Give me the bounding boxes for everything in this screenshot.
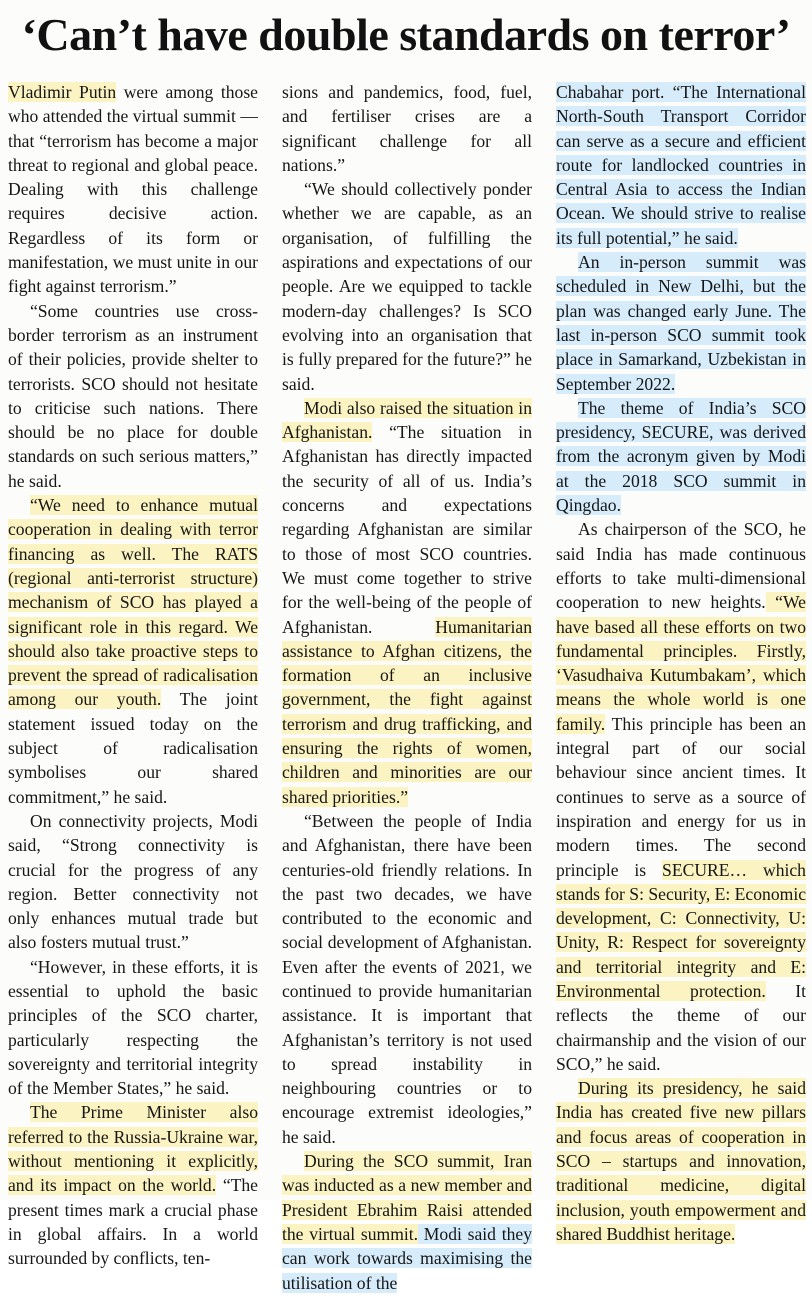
paragraph [556,396,806,517]
paragraph [282,1149,532,1295]
paragraph: “Some countries use cross-border terrorism as an instrument of their policies, provide shelter to terrorists. SCO should not hesitate to criticise such nations. There should be no place for double standards on such serious matters,” he said. [8,300,258,491]
highlighted-text: SECURE… which stands for S: Security, E: Economic development, C: Connectivity, U: Unity, R: Respect for sovereignty and territorial integrity and E: Environmental protection. [556,859,807,1001]
paragraph [556,517,806,1076]
paragraph: “However, in these efforts, it is essential to uphold the basic principles of the SCO charter, particularly respecting the sovereignty and territorial integrity of the Member States,” he said. [8,956,258,1099]
paragraph [556,1076,806,1246]
article-column-1 [8,80,259,1269]
article-column-3 [556,80,807,1244]
paragraph [8,493,258,809]
highlighted-text: During the SCO summit, Iran was inducted as a new member and President Ebrahim Raisi attended the virtual summit. [282,1151,532,1244]
paragraph-text: The joint statement issued today on the subject of radicalisation symbolises our shared commitment,” he said. [8,689,259,807]
paragraph [8,80,258,299]
highlighted-text-blue: An in-person summit was scheduled in New Delhi, but the plan was changed early June. The last in-person SCO summit took place in Samarkand, Uzbekistan in September 2022. [556,252,806,394]
highlighted-text: “We have based all these efforts on two fundamental principles. Firstly, ‘Vasudhaiva Kutumbakam’, which means the whole world is one family. [556,592,806,734]
paragraph [8,1100,258,1270]
paragraph [282,396,532,809]
highlighted-text: Modi also raised the situation in Afghanistan. [282,397,532,443]
paragraph: sions and pandemics, food, fuel, and fertiliser crises are a significant challenge for all nations.” [282,82,532,175]
paragraph-text: As chairperson of the SCO, he said India has made continuous efforts to take multi-dimensional cooperation to new heights. [556,519,806,613]
paragraph-text: were among those who attended the virtual summit — that “terrorism has become a major threat to regional and global peace. Dealing with this challenge requires decisive action. Regardless of its form or manifestation, we must unite in our fight against terrorism.” [8,82,258,297]
article-column-2 [282,80,532,1293]
paragraph: “We should collectively ponder whether we are capable, as an organisation, of fulfilling the aspirations and expectations of our people. Are we equipped to tackle modern-day challenges? Is SCO evolving into an organisation that is fully prepared for the future?” he said. [282,179,532,394]
headline: ‘Can’t have double standards on terror’ [21,9,791,60]
paragraph: “Between the people of India and Afghanistan, there have been centuries-old friendly relations. In the past two decades, we have contributed to the economic and social development of Afghanistan. Even after the events of 2021, we continued to provide humanitarian assistance. It is important that Afghanistan’s territory is not used to spread instability in neighbouring countries or to encourage extremist ideologies,” he said. [282,810,532,1147]
paragraph: On connectivity projects, Modi said, “Strong connectivity is crucial for the progress of any region. Better connectivity not only enhances mutual trade but also fosters mutual trust.” [8,810,258,953]
highlighted-text: Vladimir Putin [8,82,117,102]
paragraph [556,80,806,250]
paragraph-text: It reflects the theme of our chairmanship and the vision of our SCO,” he said. [556,980,806,1074]
highlighted-text: “We need to enhance mutual cooperation in dealing with terror financing as well. The RATS (regional anti-terrorist structure) mechanism of SCO has played a significant role in this regard. We should also take proactive steps to prevent the spread of radicalisation among our youth. [8,495,258,710]
highlighted-text-blue: Chabahar port. “The International North-South Transport Corridor can serve as a secure and efficient route for landlocked countries in Central Asia to access the Indian Ocean. We should strive to realise its full potential,” he said. [556,82,806,248]
highlighted-text: The Prime Minister also referred to the Russia-Ukraine war, without mentioning it explicitly, and its impact on the world. [8,1102,258,1196]
paragraph [556,250,806,396]
paragraph-text: “The present times mark a crucial phase in global affairs. In a world surrounded by conflicts, ten- [8,1175,258,1269]
highlighted-text-blue: Modi said they can work towards maximising the utilisation of the [282,1223,532,1293]
paragraph-text: “The situation in Afghanistan has directly impacted the security of all of us. India’s concerns and expectations regarding Afghanistan are similar to those of most SCO countries. We must come together to strive for the well-being of the people of Afghanistan. [282,422,532,637]
highlighted-text-blue: The theme of India’s SCO presidency, SECURE, was derived from the acronym given by Modi at the 2018 SCO summit in Qingdao. [556,397,806,516]
paragraph-text: This principle has been an integral part of our social behaviour since ancient times. It continues to serve as a source of inspiration and energy for us in modern times. The second principle is [556,713,806,880]
highlighted-text: During its presidency, he said India has created five new pillars and focus areas of cooperation in SCO – startups and innovation, traditional medicine, digital inclusion, youth empowerment and shared Buddhist heritage. [556,1078,806,1244]
highlighted-text: Humanitarian assistance to Afghan citizens, the formation of an inclusive government, the fight against terrorism and drug trafficking, and ensuring the rights of women, children and minorities are our shared priorities.” [282,616,532,807]
